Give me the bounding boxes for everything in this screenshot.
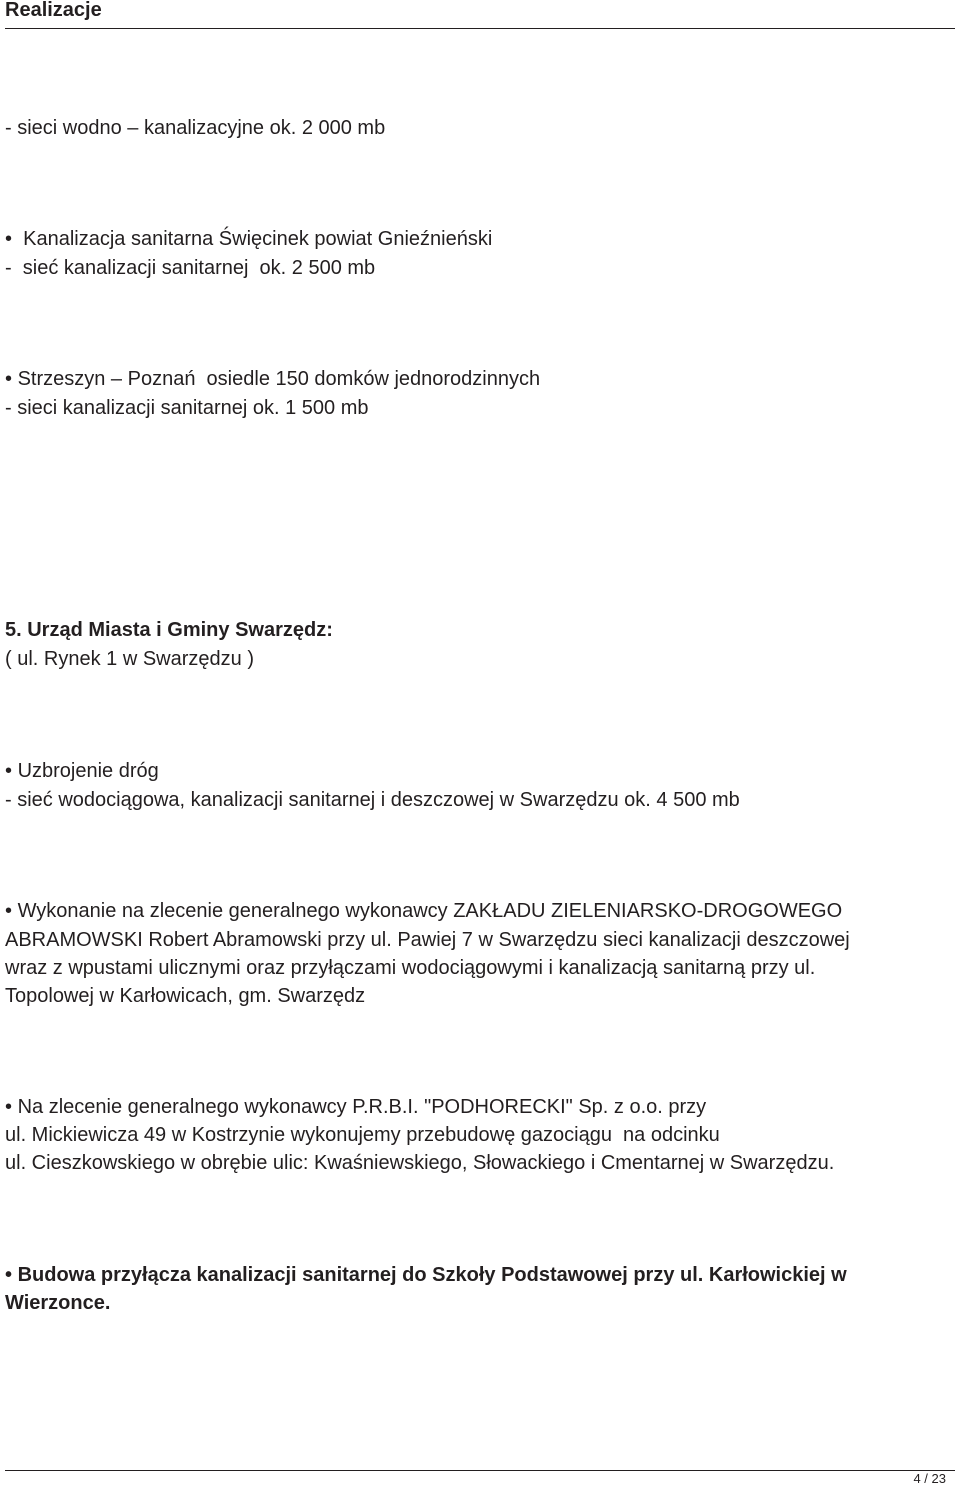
- list-item-line: wraz z wpustami ulicznymi oraz przyłączami wodociągowymi i kanalizacją sanitarną przy ul.: [5, 957, 816, 979]
- bullet-icon: •: [5, 1096, 13, 1118]
- bullet-icon: •: [5, 228, 13, 250]
- paragraph-line: - sieci wodno – kanalizacyjne ok. 2 000 mb: [5, 117, 386, 139]
- list-item-text: Budowa przyłącza kanalizacji sanitarnej do Szkoły Podstawowej przy ul. Karłowickiej w: [12, 1264, 847, 1286]
- section-address: ( ul. Rynek 1 w Swarzędzu ): [5, 648, 254, 670]
- list-item-line: Topolowej w Karłowicach, gm. Swarzędz: [5, 985, 366, 1007]
- list-item-text: Strzeszyn – Poznań osiedle 150 domków jednorodzinnych: [12, 368, 541, 390]
- list-item-line: - sieć kanalizacji sanitarnej ok. 2 500 mb: [5, 257, 376, 279]
- list-item-line: ABRAMOWSKI Robert Abramowski przy ul. Pawiej 7 w Swarzędzu sieci kanalizacji deszczowej: [5, 929, 850, 951]
- list-item: [5, 1261, 847, 1289]
- list-item: [5, 225, 492, 253]
- section-heading: 5. Urząd Miasta i Gminy Swarzędz:: [5, 619, 333, 641]
- list-item-line: - sieci kanalizacji sanitarnej ok. 1 500 mb: [5, 397, 369, 419]
- page-number: 4 / 23: [913, 1471, 946, 1486]
- list-item-line: ul. Mickiewicza 49 w Kostrzynie wykonujemy przebudowę gazociągu na odcinku: [5, 1124, 720, 1146]
- list-item: [5, 757, 159, 785]
- list-item-text: Na zlecenie generalnego wykonawcy P.R.B.I. "PODHORECKI" Sp. z o.o. przy: [12, 1096, 707, 1118]
- list-item-line: ul. Cieszkowskiego w obrębie ulic: Kwaśniewskiego, Słowackiego i Cmentarnej w Swarzędzu.: [5, 1152, 835, 1174]
- page-title: Realizacje: [5, 0, 102, 21]
- list-item-line: - sieć wodociągowa, kanalizacji sanitarnej i deszczowej w Swarzędzu ok. 4 500 mb: [5, 789, 740, 811]
- list-item: [5, 897, 842, 925]
- bullet-icon: •: [5, 760, 13, 782]
- list-item: [5, 1093, 706, 1121]
- list-item: [5, 365, 540, 393]
- list-item-line: Wierzonce.: [5, 1292, 111, 1314]
- header-divider: [5, 28, 955, 29]
- list-item-text: Wykonanie na zlecenie generalnego wykonawcy ZAKŁADU ZIELENIARSKO-DROGOWEGO: [12, 900, 843, 922]
- bullet-icon: •: [5, 1264, 13, 1286]
- list-item-text: Kanalizacja sanitarna Święcinek powiat Gnieźnieński: [12, 228, 493, 250]
- bullet-icon: •: [5, 900, 13, 922]
- bullet-icon: •: [5, 368, 13, 390]
- list-item-text: Uzbrojenie dróg: [12, 760, 159, 782]
- footer-divider: [5, 1470, 955, 1471]
